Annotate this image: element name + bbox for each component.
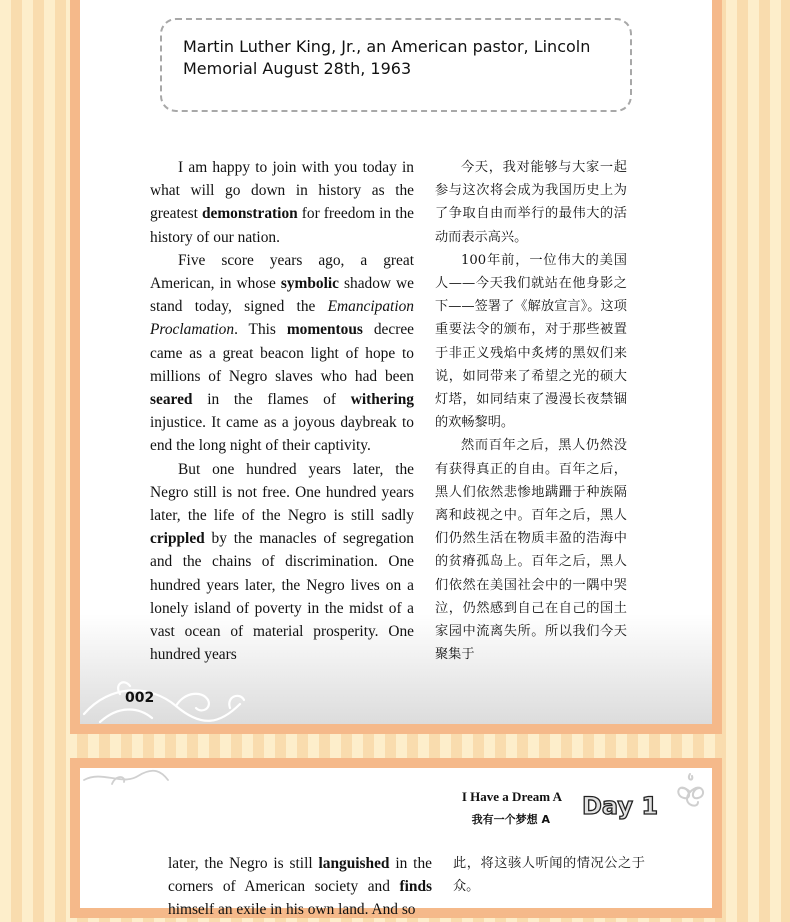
text-run: by the manacles of segregation and the chains of discrimination. One hundred years later, the Negro lives on a lonely island of poverty in the midst of a vast ocean of material prosperity. One hundred years [150,530,414,664]
text-run: shadow we stand today, signed the [150,275,414,316]
text-run: Five score years ago, a great American, in whose [150,251,414,293]
book-page-next [70,758,722,918]
chinese-paragraph-2: 100年前，一位伟大的美国人——今天我们就站在他身影之下——签署了《解放宣言》。这项重要法令的颁布，对于那些被置于非正义残焰中炙烤的黑奴们来说，如同带来了希望之光的硕大灯塔，如同结束了漫漫长夜禁锢的欢畅黎明。 [435,252,627,431]
floral-swirl-ornament-icon [80,674,250,730]
english-column [150,156,414,666]
vocab-word: symbolic [280,275,339,293]
text-run: . This [234,321,287,339]
vocab-word: finds [399,878,432,896]
english-paragraph-3 [150,458,414,667]
page-number: 002 [125,690,155,706]
chapter-title: I Have a Dream A [461,789,562,804]
text-run: later, the Negro is still [168,855,319,872]
vocab-word: momentous [286,321,363,339]
text-run: himself an exile in his own land. And so [168,901,416,919]
corner-flourish-ornament-icon [82,768,172,788]
text-run: But one hundred years later, the Negro still is not free. One hundred years later, the life of the Negro is still sadly [150,460,414,525]
book-page-002 [70,0,722,734]
caption-box [160,18,632,112]
chinese-paragraph-3: 然而百年之后，黑人仍然没有获得真正的自由。百年之后，黑人们依然悲惨地蹒跚于种族隔离和歧视之中。百年之后，黑人们仍然生活在物质丰盈的浩海中的贫瘠孤岛上。百年之后，黑人们依然在美国社会中的一隅中哭泣，仍然感到自己在自己的国土家园中流离失所。所以我们今天聚集于 [435,438,627,663]
chinese-column [453,852,645,898]
english-paragraph-2 [150,249,414,458]
text-run: in the flames of [192,391,351,409]
text-run: in the corners of American society and [168,855,432,896]
vocab-word: crippled [150,530,205,548]
vocab-word: seared [150,391,193,409]
chapter-subtitle: 我有一个梦想 A [471,813,550,826]
text-run: injustice. It came as a joyous daybreak to end the long night of their captivity. [150,414,414,455]
vocab-word: withering [350,391,414,409]
vocab-word: languished [318,855,390,872]
text-run: for freedom in the history of our nation. [150,205,415,246]
day-badge: Day 1 [582,792,659,820]
chinese-column [435,156,627,666]
caption-text: Martin Luther King, Jr., an American pastor, Lincoln Memorial August 28th, 1963 [183,37,591,78]
english-paragraph-continued [168,852,432,922]
text-run: decree came as a great beacon light of hope to millions of Negro slaves who had been [150,321,414,385]
english-paragraph-1 [150,156,414,249]
english-column [168,852,432,922]
italic-title: Emancipation Proclamation [150,298,414,339]
text-run: I am happy to join with you today in what will go down in history as the greatest [150,159,414,223]
chinese-paragraph-1: 今天，我对能够与大家一起参与这次将会成为我国历史上为了争取自由而举行的最伟大的活动而表示高兴。 [435,160,627,245]
chinese-paragraph-continued: 此，将这骇人听闻的情况公之于众。 [453,856,645,895]
vocab-word: demonstration [201,205,298,223]
floral-swirl-ornament-icon [668,770,712,814]
